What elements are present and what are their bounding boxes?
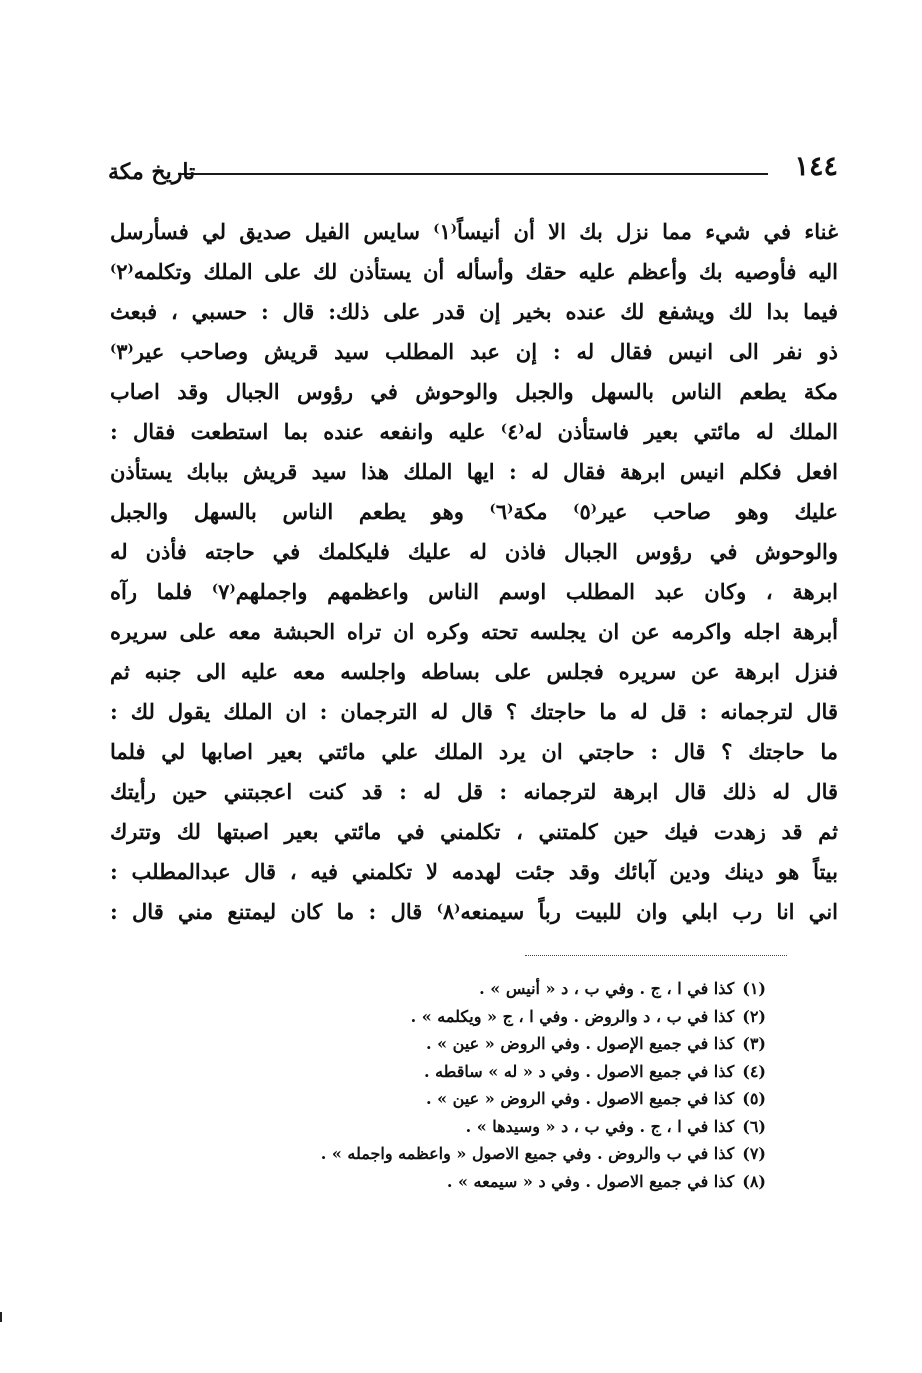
footnote-number: (٧): [742, 1144, 766, 1163]
footnote-number: (١): [742, 979, 766, 998]
body-line: ثم قد زهدت فيك حين كلمتني ، تكلمني في مائتي بعير اصبتها لك وتترك: [110, 819, 838, 844]
footnote: [126, 1003, 766, 1031]
footnote-number: (٨): [742, 1171, 766, 1191]
body-line: بيتاً هو دينك ودين آبائك وقد جئت لهدمه لا تكلمني فيه ، قال عبدالمطلب :: [110, 859, 838, 884]
footnote-text: كذا في ا ، ج . وفي ب ، د « وسيدها » .: [465, 1116, 735, 1136]
page-number: ١٤٤: [794, 151, 838, 182]
footnote: [126, 1030, 766, 1058]
footnote: [126, 975, 766, 1003]
running-header: [108, 152, 848, 192]
footnote: [126, 1168, 766, 1196]
body-line: غناء في شيء مما نزل بك الا أن أنيساً⁽١⁾ سايس الفيل صديق لي فسأرسل: [110, 219, 838, 244]
footnote-number: (٢): [742, 1006, 766, 1026]
footnote: [126, 1058, 766, 1086]
body-line: فنزل ابرهة عن سريره فجلس على بساطه واجلسه معه عليه الى جنبه ثم: [110, 659, 838, 684]
footnote-number: (٣): [742, 1034, 766, 1053]
footnote-number: (٤): [742, 1061, 766, 1081]
footnote-text: كذا في ب ، د والروض . وفي ا ، ج « ويكلمه » .: [410, 1006, 735, 1026]
body-line: اني انا رب ابلي وان للبيت رباً سيمنعه⁽٨⁾ قال : ما كان ليمتنع مني قال :: [110, 899, 838, 924]
body-line: فيما بدا لك ويشفع لك عنده بخير إن قدر على ذلك: قال : حسبي ، فبعث: [110, 299, 838, 324]
footnote-separator: [525, 955, 787, 956]
footnotes: [126, 975, 766, 1195]
body-line: مكة يطعم الناس بالسهل والجبل والوحوش في رؤوس الجبال وقد اصاب: [110, 379, 838, 404]
body-line: ابرهة ، وكان عبد المطلب اوسم الناس واعظمهم واجملهم⁽٧⁾ فلما رآه: [110, 579, 838, 604]
book-title: تاريخ مكة: [108, 159, 196, 185]
footnote-text: كذا في جميع الاصول . وفي الروض « عين » .: [425, 1089, 735, 1108]
footnote-text: كذا في جميع الاصول . وفي د « له » ساقطه .: [423, 1061, 735, 1081]
body-line: قال لترجمانه : قل له ما حاجتك ؟ قال له الترجمان : ان الملك يقول لك :: [110, 699, 838, 724]
footnote-text: كذا في جميع الإصول . وفي الروض « عين » .: [425, 1034, 735, 1053]
body-line: عليك وهو صاحب عير⁽٥⁾ مكة⁽٦⁾ وهو يطعم الناس بالسهل والجبل: [110, 499, 838, 524]
body-line: الملك له مائتي بعير فاستأذن له⁽٤⁾ عليه وانفعه عنده بما استطعت فقال :: [110, 419, 838, 444]
body-line: والوحوش في رؤوس الجبال فاذن له عليك فليكلمك في حاجته فأذن له: [110, 539, 838, 564]
footnote: [126, 1113, 766, 1141]
body-line: أبرهة اجله واكرمه عن ان يجلسه تحته وكره ان تراه الحبشة معه على سريره: [110, 619, 838, 644]
footnote-text: كذا في ا ، ج . وفي ب ، د « أنيس » .: [479, 979, 735, 998]
header-rule: [178, 173, 768, 175]
footnote-number: (٦): [742, 1116, 766, 1136]
body-line: قال له ذلك قال ابرهة لترجمانه : قل له : قد كنت اعجبتني حين رأيتك: [110, 779, 838, 804]
body-line: ذو نفر الى انيس فقال له : إن عبد المطلب سيد قريش وصاحب عير⁽٣⁾: [110, 339, 838, 364]
footnote: [126, 1140, 766, 1168]
footnote-text: كذا في جميع الاصول . وفي د « سيمعه » .: [446, 1171, 735, 1191]
body-text: [110, 212, 838, 932]
body-line: ما حاجتك ؟ قال : حاجتي ان يرد الملك علي مائتي بعير اصابها لي فلما: [110, 739, 838, 764]
body-line: اليه فأوصيه بك وأعظم عليه حقك وأسأله أن يستأذن لك على الملك وتكلمه⁽٢⁾: [110, 259, 838, 284]
scan-artifact: [0, 1312, 2, 1322]
body-line: افعل فكلم انيس ابرهة فقال له : ايها الملك هذا سيد قريش ببابك يستأذن: [110, 459, 838, 484]
footnote-number: (٥): [742, 1089, 766, 1108]
footnote: [126, 1085, 766, 1113]
footnote-text: كذا في ب والروض . وفي جميع الاصول « واعظمه واجمله » .: [320, 1144, 735, 1163]
